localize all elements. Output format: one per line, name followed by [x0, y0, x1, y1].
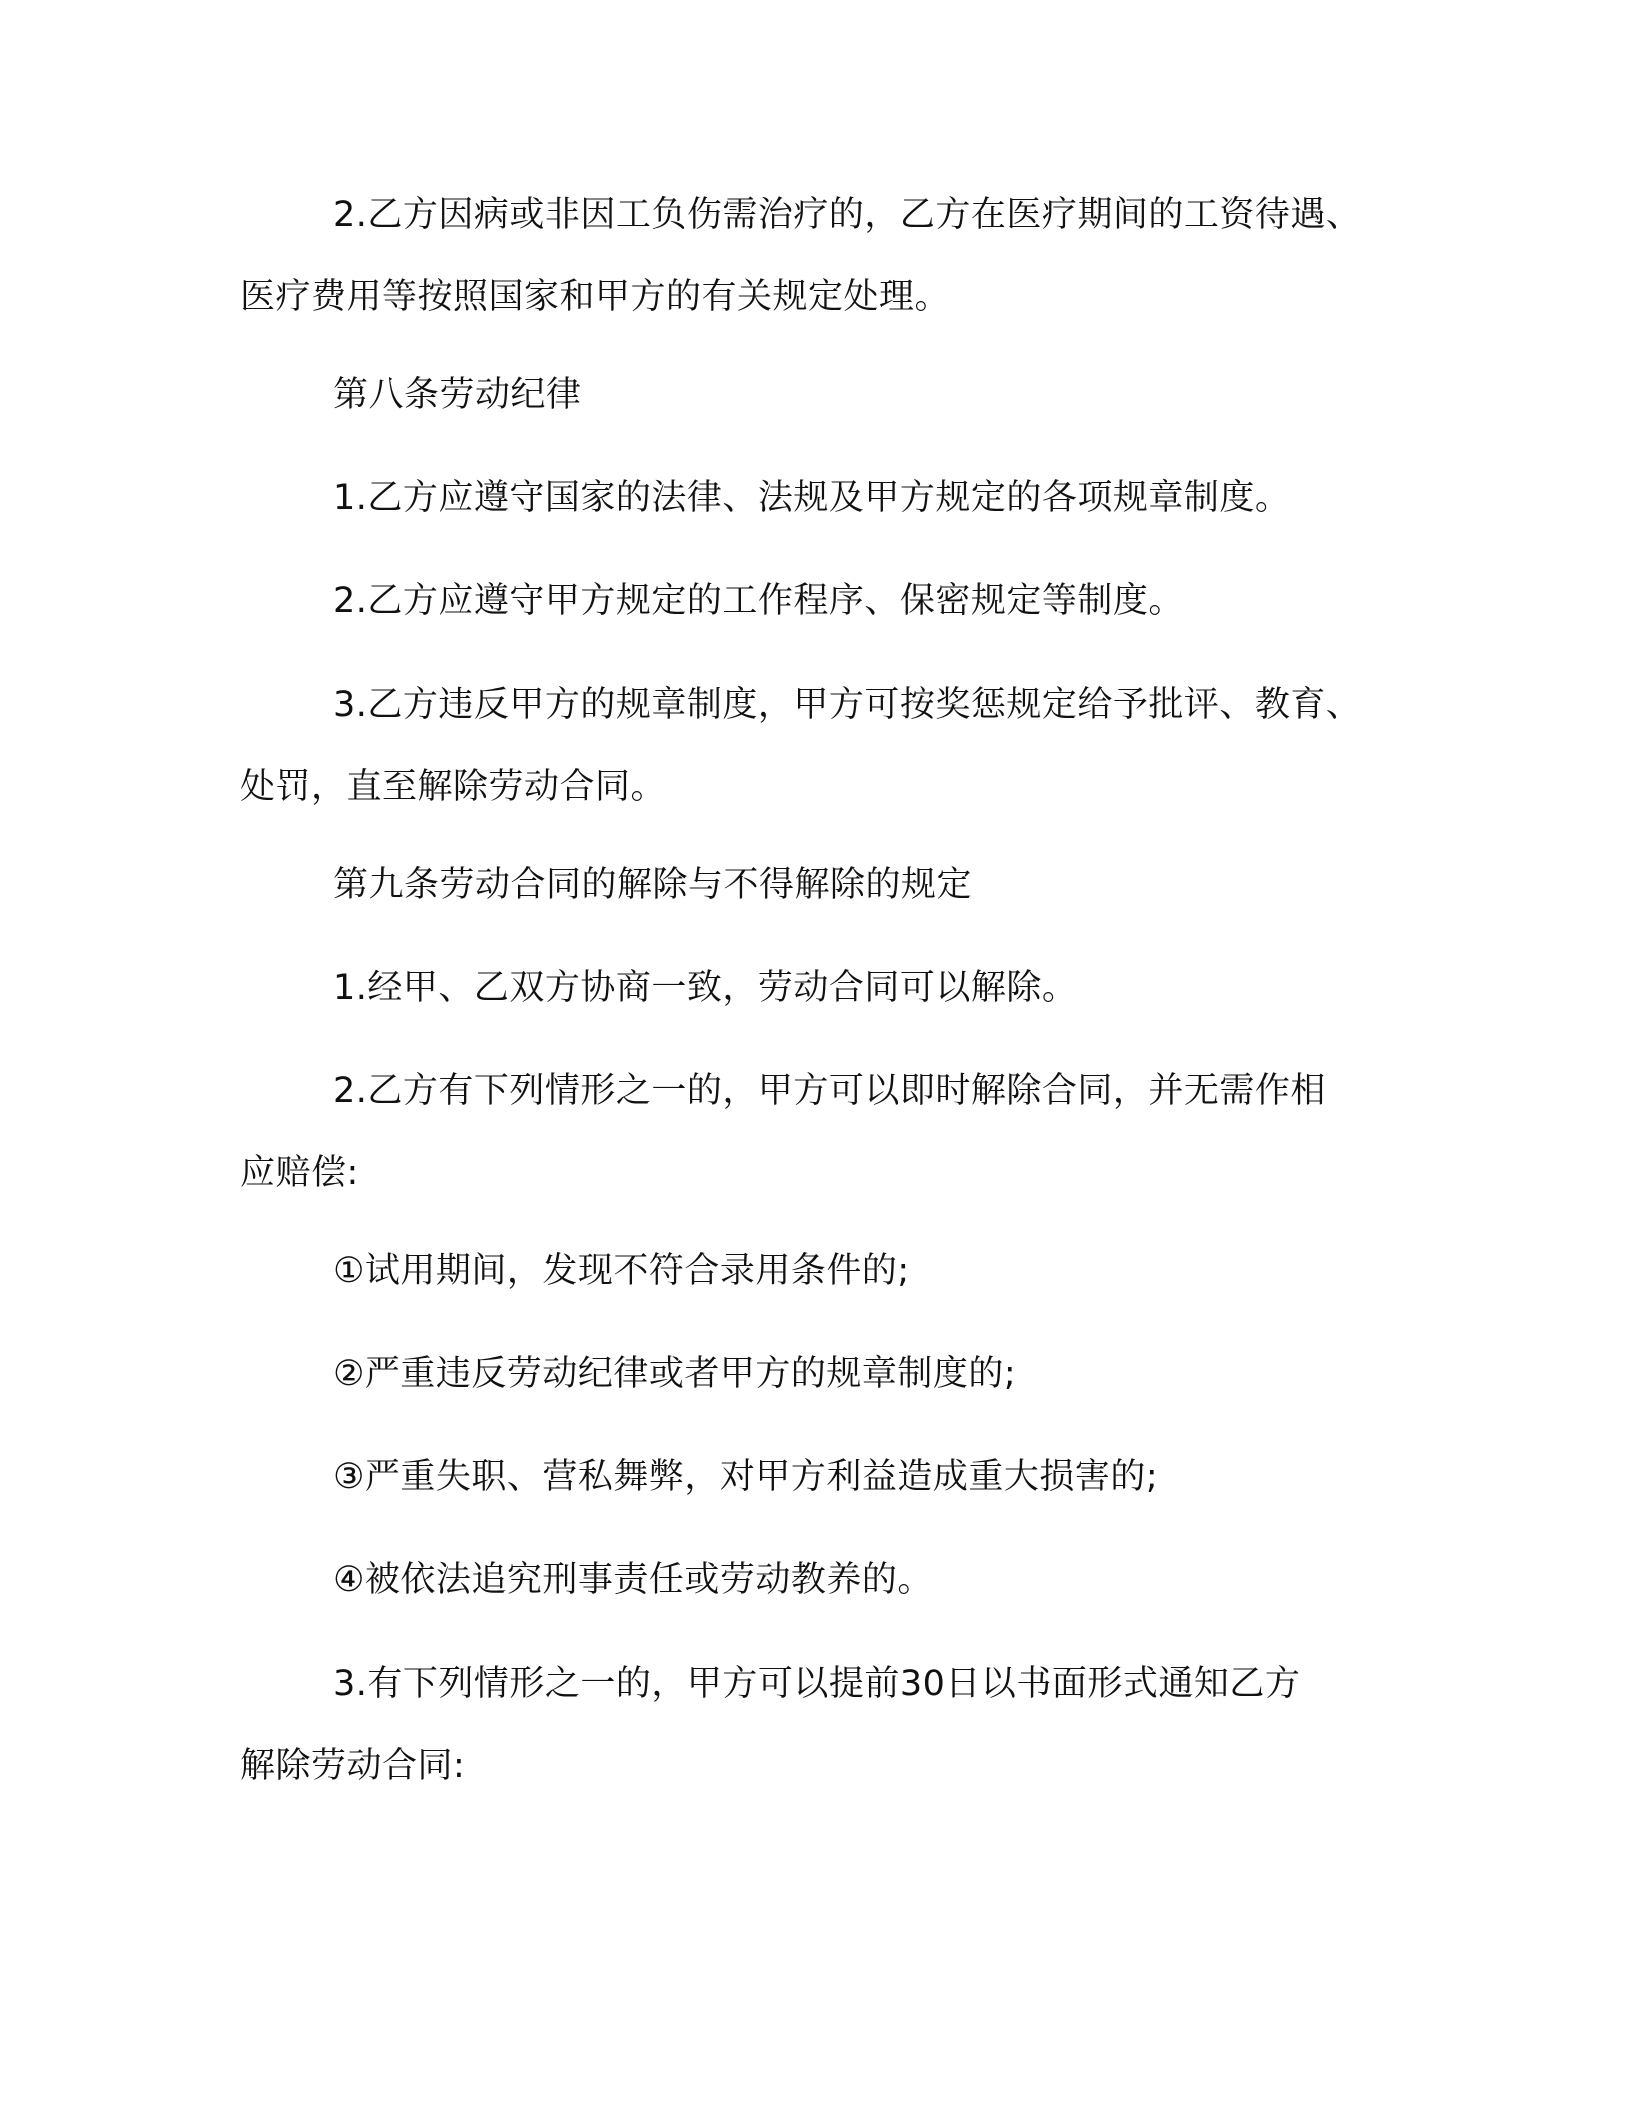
paragraph-obey-laws: [240, 457, 1400, 539]
paragraph-sick-leave-treatment: [240, 174, 1400, 338]
paragraph-line: 2.乙方应遵守甲方规定的工作程序、保密规定等制度。: [333, 581, 1184, 621]
paragraph-line: 3.乙方违反甲方的规章制度，甲方可按奖惩规定给予批评、教育、: [333, 685, 1362, 725]
paragraph-line: 应赔偿:: [240, 1153, 359, 1193]
paragraph-immediate-termination: [240, 1050, 1400, 1214]
paragraph-30-day-notice: [240, 1643, 1400, 1807]
paragraph-line: 医疗费用等按照国家和甲方的有关规定处理。: [240, 277, 951, 317]
paragraph-obey-procedures: [240, 560, 1400, 642]
section-heading-article-8: [240, 354, 1400, 436]
list-item-text: ①试用期间，发现不符合录用条件的;: [333, 1251, 910, 1291]
section-heading-text: 第八条劳动纪律: [333, 375, 582, 415]
list-item-text: ③严重失职、营私舞弊，对甲方利益造成重大损害的;: [333, 1457, 1159, 1497]
section-heading-text: 第九条劳动合同的解除与不得解除的规定: [333, 865, 973, 905]
paragraph-line: 1.乙方应遵守国家的法律、法规及甲方规定的各项规章制度。: [333, 478, 1291, 518]
paragraph-violation-penalty: [240, 664, 1400, 828]
section-heading-article-9: [240, 844, 1400, 926]
list-item-circled-4: [240, 1539, 1400, 1621]
list-item-circled-3: [240, 1436, 1400, 1518]
paragraph-mutual-termination: [240, 947, 1400, 1029]
list-item-text: ②严重违反劳动纪律或者甲方的规章制度的;: [333, 1354, 1017, 1394]
paragraph-line: 3.有下列情形之一的，甲方可以提前30日以书面形式通知乙方: [333, 1664, 1301, 1704]
paragraph-line: 处罚，直至解除劳动合同。: [240, 767, 667, 807]
paragraph-line: 解除劳动合同:: [240, 1746, 466, 1786]
list-item-circled-2: [240, 1333, 1400, 1415]
paragraph-line: 1.经甲、乙双方协商一致，劳动合同可以解除。: [333, 968, 1078, 1008]
list-item-text: ④被依法追究刑事责任或劳动教养的。: [333, 1560, 933, 1600]
list-item-circled-1: [240, 1230, 1400, 1312]
paragraph-line: 2.乙方因病或非因工负伤需治疗的，乙方在医疗期间的工资待遇、: [333, 195, 1362, 235]
paragraph-line: 2.乙方有下列情形之一的，甲方可以即时解除合同，并无需作相: [333, 1071, 1326, 1111]
